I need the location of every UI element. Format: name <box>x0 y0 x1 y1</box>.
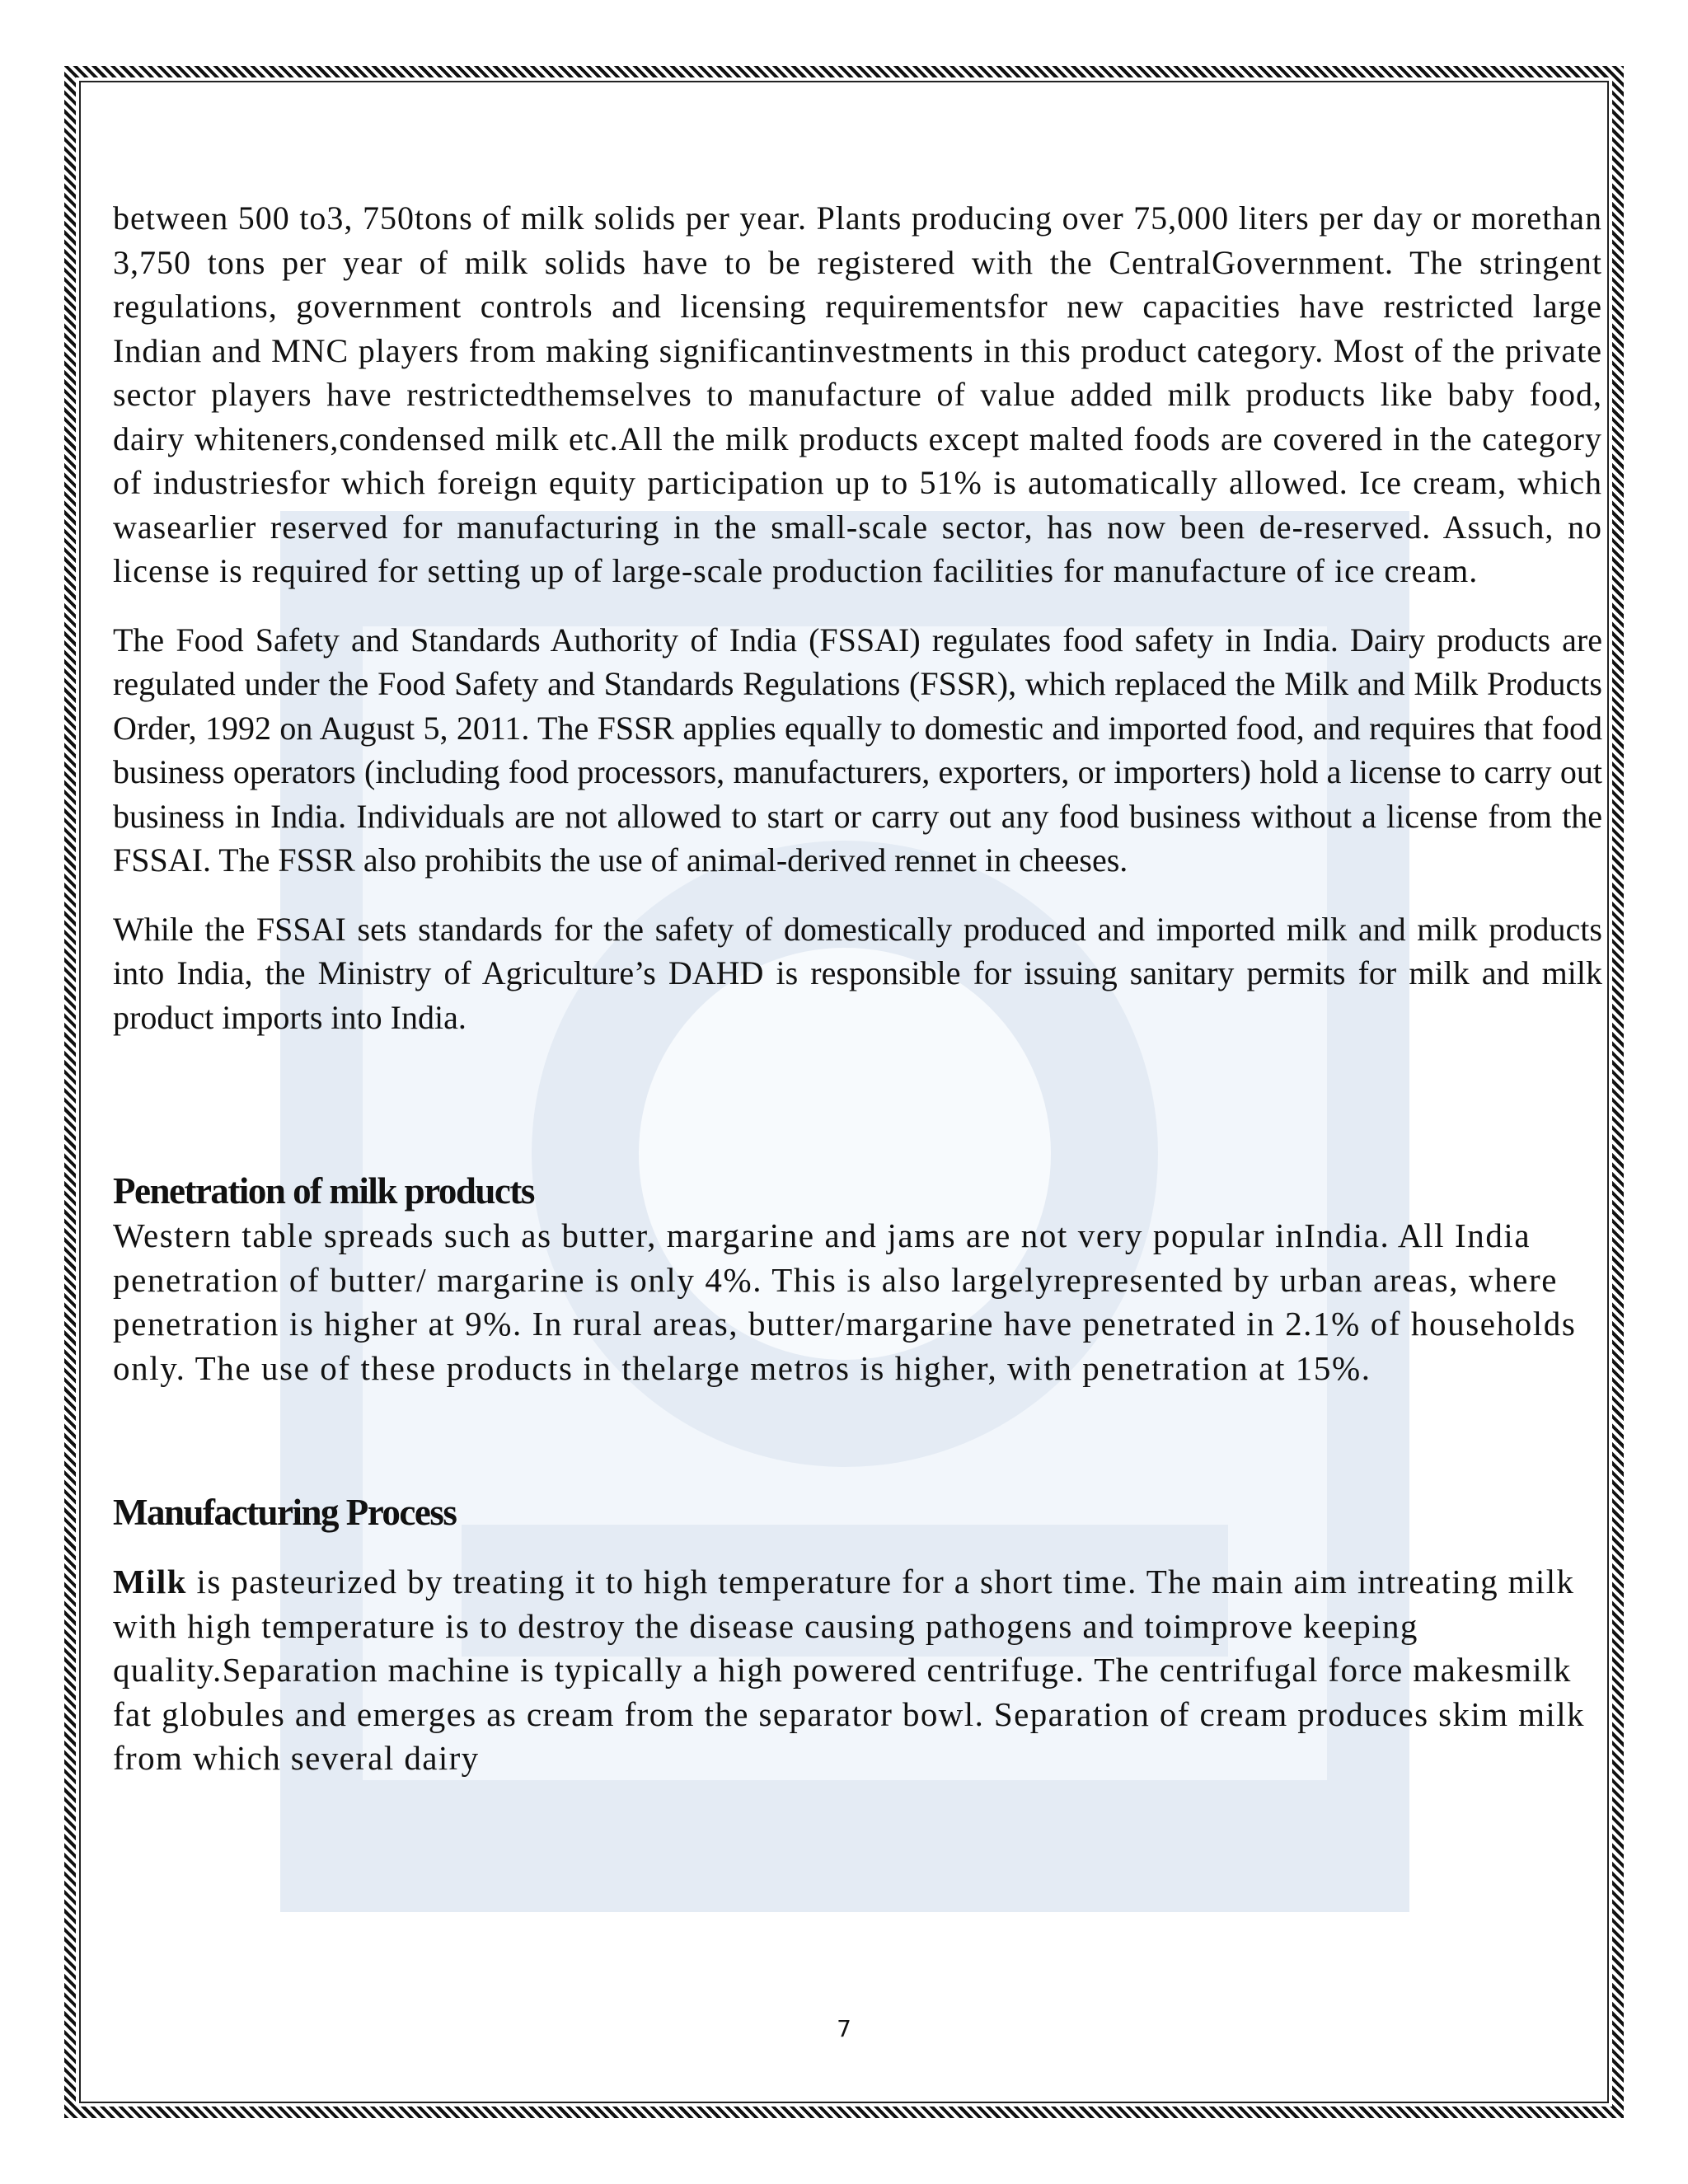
paragraph-fssai: The Food Safety and Standards Authority of India (FSSAI) regulates food safety in India. Dairy products are regulated under the Food Safety and Standards Regulations (FSSR), which replaced the Milk and Milk Products Order, 1992 on August 5, 2011. The FSSR applies equally to domestic and imported food, and requires that food business operators (including food processors, manufacturers, exporters, or importers) hold a license to carry out business in India. Individuals are not allowed to start or carry out any food business without a license from the FSSAI. The FSSR also prohibits the use of animal-derived rennet in cheeses. <box>113 621 1602 879</box>
term-milk: Milk <box>113 1563 187 1601</box>
heading-penetration: Penetration of milk products <box>113 1170 534 1212</box>
paragraph-manufacturing <box>113 1560 1602 1781</box>
heading-manufacturing: Manufacturing Process <box>113 1492 457 1533</box>
paragraph-penetration: Western table spreads such as butter, margarine and jams are not very popular inIndia. All India penetration of butter/ margarine is only 4%. This is also largelyrepresented by urban areas, where penetration is higher at 9%. In rural areas, butter/margarine have penetrated in 2.1% of households only. The use of these products in thelarge metros is higher, with penetration at 15%. <box>113 1216 1577 1387</box>
paragraph-licensing: between 500 to3, 750tons of milk solids per year. Plants producing over 75,000 liters per day or morethan 3,750 tons per year of milk solids have to be registered with the CentralGovernment. The stringent regulations, government controls and licensing requirementsfor new capacities have restricted large Indian and MNC players from making significantinvestments in this product category. Most of the private sector players have restrictedthemselves to manufacture of value added milk products like baby food, dairy whiteners,condensed milk etc.All the milk products except malted foods are covered in the category of industriesfor which foreign equity participation up to 51% is automatically allowed. Ice cream, which wasearlier reserved for manufacturing in the small-scale sector, has now been de-reserved. Assuch, no license is required for setting up of large-scale production facilities for manufacture of ice cream. <box>113 199 1602 589</box>
paragraph-dahd: While the FSSAI sets standards for the safety of domestically produced and imported milk and milk products into India, the Ministry of Agriculture’s DAHD is responsible for issuing sanitary permits for milk and milk product imports into India. <box>113 910 1602 1036</box>
page-content <box>113 196 1602 1781</box>
page-number: 7 <box>837 2015 851 2042</box>
manufacturing-body: is pasteurized by treating it to high temperature for a short time. The main aim intreating milk with high temperature is to destroy the disease causing pathogens and toimprove keeping quality.Separation machine is typically a high powered centrifuge. The centrifugal force makesmilk fat globules and emerges as cream from the separator bowl. Separation of cream produces skim milk from which several dairy <box>113 1563 1585 1777</box>
